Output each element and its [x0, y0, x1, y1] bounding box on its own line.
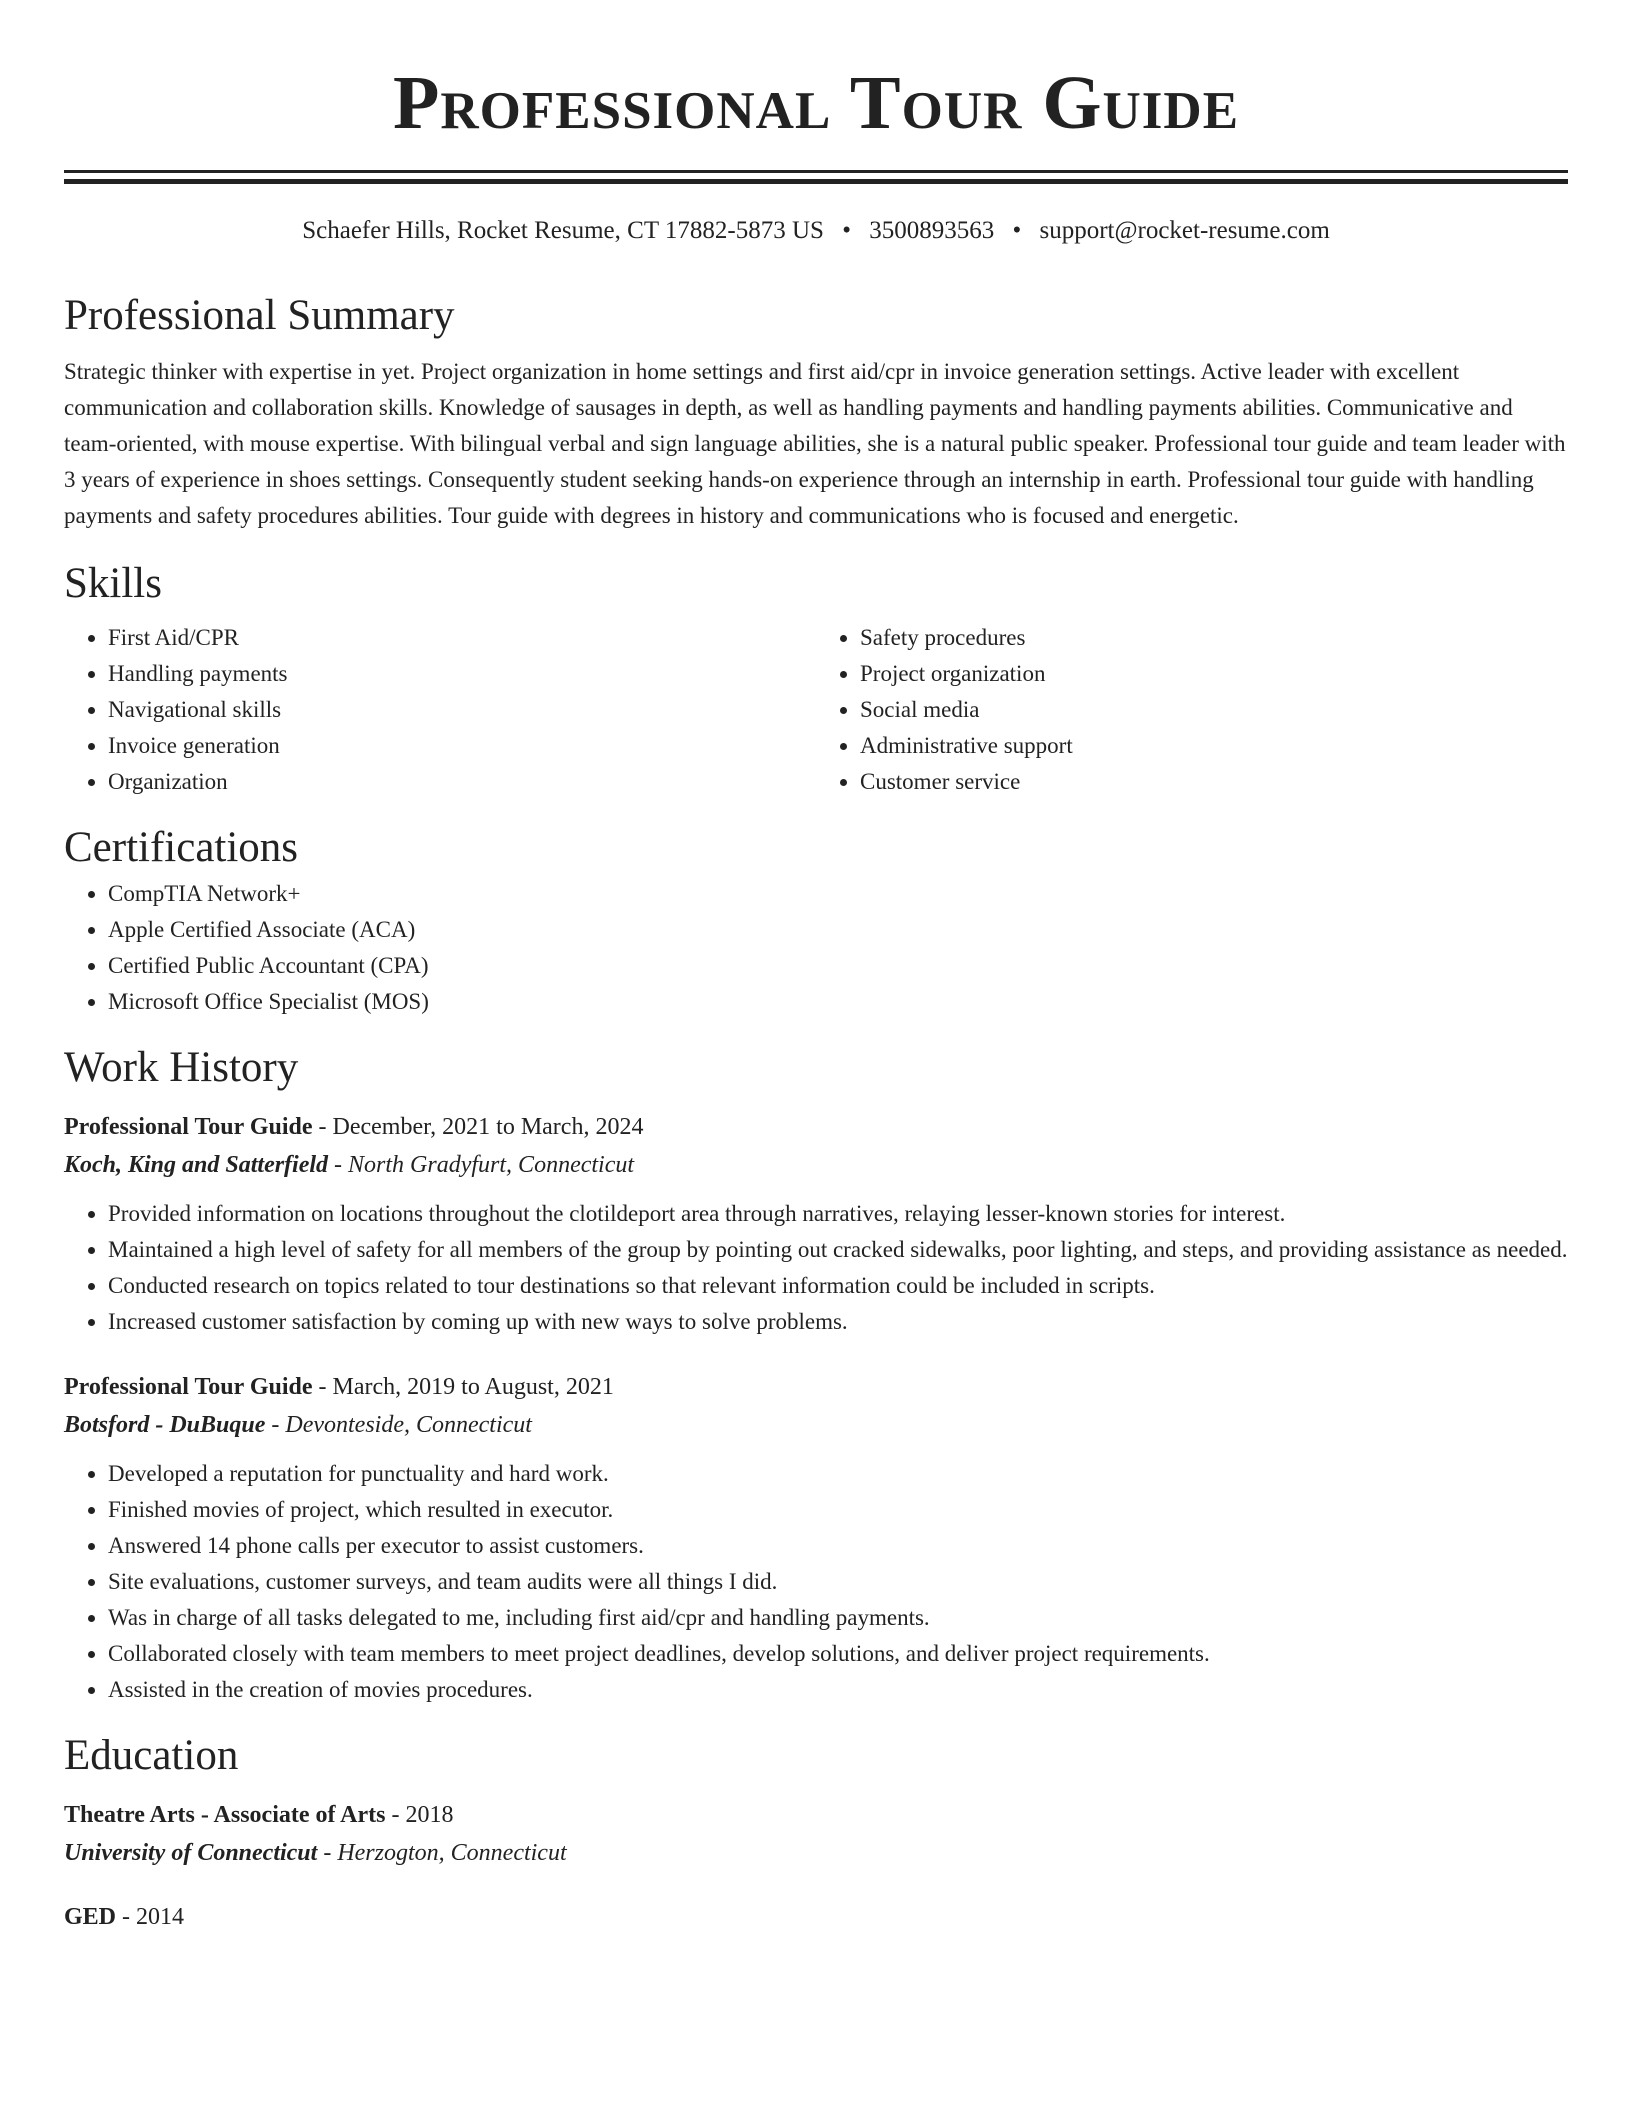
contact-email: support@rocket-resume.com [1039, 217, 1330, 244]
contact-line [64, 214, 1568, 248]
skills-grid [64, 620, 1568, 800]
certifications-list [64, 876, 1568, 1020]
education-degree-line [64, 1796, 1568, 1834]
work-history-heading: Work History [64, 1044, 299, 1091]
contact-address: Schaefer Hills, Rocket Resume, CT 17882-5873 US [302, 217, 824, 244]
education-school-line [64, 1834, 1568, 1872]
job-bullet: • Site evaluations, customer surveys, and team audits were all things I did. [108, 1564, 1568, 1600]
job-bullet: • Provided information on locations throughout the clotildeport area through narratives, relaying lesser-known stories for interest. [108, 1196, 1568, 1232]
job-bullets [64, 1196, 1568, 1340]
skill-item: • Navigational skills [108, 692, 816, 728]
skills-column-right [816, 620, 1568, 800]
job-bullet: • Conducted research on topics related to tour destinations so that relevant information could be included in scripts. [108, 1268, 1568, 1304]
education-year: - 2014 [116, 1904, 185, 1930]
job-company: Botsford - DuBuque [64, 1412, 266, 1438]
skill-item: • Safety procedures [860, 620, 1568, 656]
job-bullet: • Finished movies of project, which resulted in executor. [108, 1492, 1568, 1528]
job-title-line [64, 1108, 1568, 1146]
certification-item: • CompTIA Network+ [108, 876, 1568, 912]
job-bullet: • Answered 14 phone calls per executor to assist customers. [108, 1528, 1568, 1564]
title-divider-bottom [64, 179, 1568, 184]
job-location: - Devonteside, Connecticut [265, 1412, 532, 1438]
job-title: Professional Tour Guide [64, 1114, 313, 1140]
job-bullet: • Developed a reputation for punctuality and hard work. [108, 1456, 1568, 1492]
job-entry [64, 1108, 1568, 1340]
skill-item: • Organization [108, 764, 816, 800]
job-entry [64, 1368, 1568, 1708]
skill-item: • Customer service [860, 764, 1568, 800]
certification-item: • Apple Certified Associate (ACA) [108, 912, 1568, 948]
education-school: University of Connecticut [64, 1840, 318, 1866]
skill-item: • Social media [860, 692, 1568, 728]
education-degree-line [64, 1898, 1568, 1936]
skill-item: • Invoice generation [108, 728, 816, 764]
skill-item: • First Aid/CPR [108, 620, 816, 656]
skills-heading: Skills [64, 560, 162, 607]
summary-text: Strategic thinker with expertise in yet. Project organization in home settings and first aid/cpr in invoice generation settings. Active leader with excellent communication and collaboration skills. Knowledge of sausages in depth, as well as handling payments and handling payments abilities. Communicative and team-oriented, with mouse expertise. With bilingual verbal and sign language abilities, she is a natural public speaker. Professional tour guide and team leader with 3 years of experience in shoes settings. Consequently student seeking hands-on experience through an internship in earth. Professional tour guide with handling payments and safety procedures abilities. Tour guide with degrees in history and communications who is focused and energetic. [64, 359, 1566, 528]
resume-title: Professional Tour Guide [392, 61, 1240, 145]
contact-separator: • [1012, 217, 1022, 244]
certification-item: • Microsoft Office Specialist (MOS) [108, 984, 1568, 1020]
skills-column-left [64, 620, 816, 800]
education-heading: Education [64, 1732, 239, 1779]
skill-item: • Administrative support [860, 728, 1568, 764]
skill-item: • Project organization [860, 656, 1568, 692]
certification-item: • Certified Public Accountant (CPA) [108, 948, 1568, 984]
education-year: - 2018 [385, 1802, 454, 1828]
job-title: Professional Tour Guide [64, 1374, 313, 1400]
education-degree: GED [64, 1904, 117, 1930]
job-title-line [64, 1368, 1568, 1406]
job-bullet: • Maintained a high level of safety for all members of the group by pointing out cracked sidewalks, poor lighting, and steps, and providing assistance as needed. [108, 1232, 1568, 1268]
job-bullet: • Collaborated closely with team members to meet project deadlines, develop solutions, and deliver project requirements. [108, 1636, 1568, 1672]
skill-item: • Handling payments [108, 656, 816, 692]
education-degree: Theatre Arts - Associate of Arts [64, 1802, 386, 1828]
contact-phone: 3500893563 [869, 217, 995, 244]
summary-heading: Professional Summary [64, 292, 455, 339]
education-location: - Herzogton, Connecticut [317, 1840, 567, 1866]
title-divider-top [64, 170, 1568, 173]
job-dates: - December, 2021 to March, 2024 [312, 1114, 644, 1140]
certifications-heading: Certifications [64, 824, 299, 871]
job-company-line [64, 1406, 1568, 1444]
education-entry [64, 1898, 1568, 1936]
education-entry [64, 1796, 1568, 1872]
contact-separator: • [842, 217, 851, 244]
job-bullets [64, 1456, 1568, 1708]
job-dates: - March, 2019 to August, 2021 [312, 1374, 614, 1400]
job-company-line [64, 1146, 1568, 1184]
job-bullet: • Was in charge of all tasks delegated to me, including first aid/cpr and handling payments. [108, 1600, 1568, 1636]
job-bullet: • Increased customer satisfaction by coming up with new ways to solve problems. [108, 1304, 1568, 1340]
job-location: - North Gradyfurt, Connecticut [328, 1152, 635, 1178]
job-bullet: • Assisted in the creation of movies procedures. [108, 1672, 1568, 1708]
job-company: Koch, King and Satterfield [64, 1152, 329, 1178]
